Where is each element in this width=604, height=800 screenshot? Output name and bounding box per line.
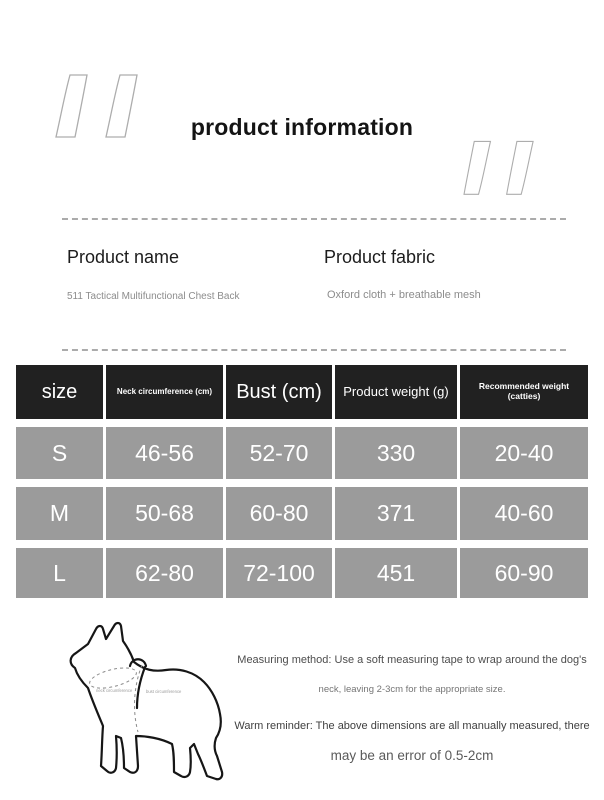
bust-circumference-label: bust circumference [146, 689, 182, 694]
close-double-quote-icon [460, 138, 538, 196]
table-cell-s-neck: 46-56 [106, 427, 223, 479]
table-cell-l-size: L [16, 548, 103, 598]
product-fabric-label: Product fabric [324, 247, 436, 267]
table-cell-m-bust: 60-80 [226, 487, 332, 540]
size-table [16, 365, 588, 598]
warm-reminder-line2: may be an error of 0.5-2cm [330, 748, 494, 763]
table-header-size: size [16, 365, 103, 419]
measuring-method-line1: Measuring method: Use a soft measuring tape to wrap around the dog's [237, 654, 587, 666]
dog-measurement-diagram-icon [50, 620, 242, 792]
table-cell-s-bust: 52-70 [226, 427, 332, 479]
page-title: product information [190, 114, 414, 140]
table-cell-s-weight: 330 [335, 427, 457, 479]
warm-reminder-line1: Warm reminder: The above dimensions are all manually measured, there [234, 720, 590, 732]
table-cell-l-bust: 72-100 [226, 548, 332, 598]
product-fabric-value: Oxford cloth + breathable mesh [327, 289, 481, 301]
table-header-weight: Product weight (g) [335, 365, 457, 419]
dashed-divider-bottom [62, 349, 566, 351]
table-header-bust: Bust (cm) [226, 365, 332, 419]
table-header-recommended: Recommended weight (catties) [460, 365, 588, 419]
table-cell-l-neck: 62-80 [106, 548, 223, 598]
table-cell-m-weight: 371 [335, 487, 457, 540]
table-header-neck: Neck circumference (cm) [106, 365, 223, 419]
product-name-value: 511 Tactical Multifunctional Chest Back [67, 291, 240, 302]
table-cell-s-size: S [16, 427, 103, 479]
dashed-divider-top [62, 218, 566, 220]
table-cell-m-size: M [16, 487, 103, 540]
table-cell-s-rec: 20-40 [460, 427, 588, 479]
table-cell-l-weight: 451 [335, 548, 457, 598]
table-cell-l-rec: 60-90 [460, 548, 588, 598]
table-cell-m-rec: 40-60 [460, 487, 588, 540]
product-name-label: Product name [67, 247, 180, 267]
table-cell-m-neck: 50-68 [106, 487, 223, 540]
neck-circumference-label: neck circumference [96, 688, 133, 693]
measuring-method-line2: neck, leaving 2-3cm for the appropriate size. [318, 684, 506, 695]
